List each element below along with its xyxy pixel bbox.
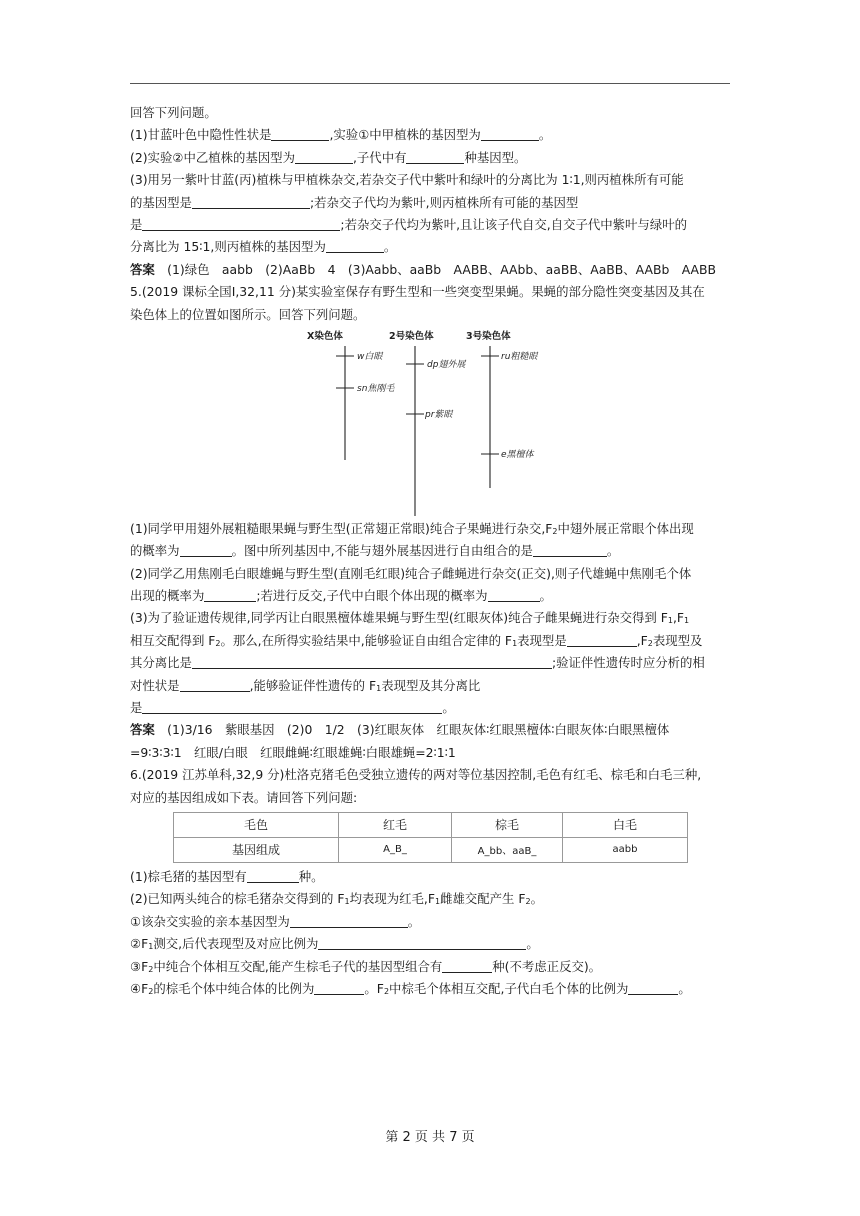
q5-answer-line2: =9∶3∶3∶1 红眼/白眼 红眼雌蝇∶红眼雄蝇∶白眼雄蝇=2∶1∶1: [130, 744, 456, 760]
q4-part3: (3)用另一紫叶甘蓝(丙)植株与甲植株杂交,若杂交子代中紫叶和绿叶的分离比为 1∶1,则丙植株所有可能: [130, 172, 684, 188]
gene-ru-label: ru粗糙眼: [501, 351, 538, 362]
answer-blank[interactable]: [295, 149, 353, 164]
table-cell: A_B_: [339, 837, 452, 862]
q5-part2-line2: 出现的概率为 ;若进行反交,子代中白眼个体出现的概率为 。: [130, 588, 552, 604]
q4-intro: 回答下列问题。: [130, 105, 217, 120]
page-content: [130, 102, 730, 1000]
answer-blank[interactable]: [204, 587, 256, 602]
gene-pr-label: pr紫眼: [425, 409, 453, 420]
q5-answer: 答案 (1)3/16 紫眼基因 (2)0 1/2 (3)红眼灰体 红眼灰体∶红眼黑檀体∶白眼灰体∶白眼黑檀体: [130, 722, 670, 738]
chromosome-diagram: [305, 328, 545, 518]
q5-stem-line2: 染色体上的位置如图所示。回答下列问题。: [130, 306, 366, 322]
answer-blank[interactable]: [142, 216, 340, 231]
answer-blank[interactable]: [142, 699, 442, 714]
table-cell: aabb: [563, 837, 688, 862]
answer-blank[interactable]: [314, 980, 364, 995]
answer-blank[interactable]: [326, 238, 384, 253]
answer-blank[interactable]: [406, 149, 464, 164]
answer-blank[interactable]: [192, 654, 552, 669]
table-header-cell: 红毛: [339, 812, 452, 837]
table-header-cell: 白毛: [563, 812, 688, 837]
q4-part3-line2: 的基因型是 ;若杂交子代均为紫叶,则丙植株所有可能的基因型: [130, 194, 579, 210]
q5-part1: (1)同学甲用翅外展粗糙眼果蝇与野生型(正常翅正常眼)纯合子果蝇进行杂交,F2中翅外展正常眼个体出现: [130, 520, 694, 536]
answer-blank[interactable]: [481, 126, 539, 141]
q5-part3-line4: 对性状是 ,能够验证伴性遗传的 F1表现型及其分离比: [130, 677, 481, 693]
gene-dp-label: dp翅外展: [427, 359, 466, 370]
q6-stem-line2: 对应的基因组成如下表。请回答下列问题:: [130, 789, 358, 805]
chromosome-3-label: 3号染色体: [466, 330, 511, 342]
q5-part3-line5: 是 。: [130, 700, 455, 716]
answer-blank[interactable]: [628, 980, 678, 995]
q4-part3-line3: 是 ;若杂交子代均为紫叶,且让该子代自交,自交子代中紫叶与绿叶的: [130, 216, 687, 232]
table-header-cell: 棕毛: [452, 812, 563, 837]
answer-blank[interactable]: [488, 587, 540, 602]
q6-part2-1: ①该杂交实验的亲本基因型为 。: [130, 913, 421, 929]
answer-blank[interactable]: [290, 913, 408, 928]
table-cell: 基因组成: [174, 837, 339, 862]
answer-blank[interactable]: [567, 632, 637, 647]
coat-color-table: [173, 812, 688, 863]
q4-part2: (2)实验②中乙植株的基因型为 ,子代中有 种基因型。: [130, 149, 527, 165]
q4-part1: (1)甘蓝叶色中隐性性状是 ,实验①中甲植株的基因型为 。: [130, 127, 552, 143]
answer-blank[interactable]: [180, 542, 232, 557]
q6-stem: 6.(2019 江苏单科,32,9 分)杜洛克猪毛色受独立遗传的两对等位基因控制,毛色有红毛、棕毛和白毛三种,: [130, 767, 702, 783]
table-cell: A_bb、aaB_: [452, 837, 563, 862]
chromosome-figure: [130, 326, 730, 518]
chromosome-2-label: 2号染色体: [389, 330, 434, 342]
answer-blank[interactable]: [533, 542, 607, 557]
answer-blank[interactable]: [271, 126, 329, 141]
q4-part3-line4: 分离比为 15∶1,则丙植株的基因型为 。: [130, 239, 397, 255]
q5-part3-line3: 其分离比是 ;验证伴性遗传时应分析的相: [130, 655, 705, 671]
page-number: 第 2 页 共 7 页: [385, 1130, 475, 1145]
gene-e-label: e黑檀体: [501, 449, 534, 460]
table-header-cell: 毛色: [174, 812, 339, 837]
answer-blank[interactable]: [192, 194, 310, 209]
q5-part3: (3)为了验证遗传规律,同学丙让白眼黑檀体雄果蝇与野生型(红眼灰体)纯合子雌果蝇进行杂交得到 F1,F1: [130, 610, 690, 626]
answer-blank[interactable]: [442, 958, 492, 973]
gene-sn-label: sn焦刚毛: [357, 383, 395, 394]
q4-answer: 答案 (1)绿色 aabb (2)AaBb 4 (3)Aabb、aaBb AABB、AAbb、aaBB、AaBB、AABb AABB: [130, 261, 717, 277]
x-chromosome-label: X染色体: [307, 330, 343, 342]
answer-blank[interactable]: [180, 677, 250, 692]
q6-part2-4: ④F2的棕毛个体中纯合体的比例为 。F2中棕毛个体相互交配,子代白毛个体的比例为 。: [130, 980, 691, 996]
table-row: [174, 812, 688, 837]
answer-blank[interactable]: [318, 935, 526, 950]
q6-part2-2: ②F1测交,后代表现型及对应比例为 。: [130, 936, 539, 952]
table-row: [174, 837, 688, 862]
q5-stem: 5.(2019 课标全国Ⅰ,32,11 分)某实验室保存有野生型和一些突变型果蝇。果蝇的部分隐性突变基因及其在: [130, 284, 705, 300]
q6-part2-3: ③F2中纯合个体相互交配,能产生棕毛子代的基因型组合有 种(不考虑正反交)。: [130, 958, 602, 974]
gene-w-label: w白眼: [357, 351, 383, 362]
header-rule: [130, 83, 730, 84]
q5-part2: (2)同学乙用焦刚毛白眼雄蝇与野生型(直刚毛红眼)纯合子雌蝇进行杂交(正交),则子代雄蝇中焦刚毛个体: [130, 565, 692, 581]
q5-part3-line2: 相互交配得到 F2。那么,在所得实验结果中,能够验证自由组合定律的 F1表现型是 ,F2表现型及: [130, 632, 703, 648]
q6-part1: (1)棕毛猪的基因型有 种。: [130, 868, 324, 884]
q6-part2: (2)已知两头纯合的棕毛猪杂交得到的 F1均表现为红毛,F1雌雄交配产生 F2。: [130, 891, 543, 907]
answer-blank[interactable]: [247, 868, 299, 883]
q5-part1-line2: 的概率为 。图中所列基因中,不能与翅外展基因进行自由组合的是 。: [130, 543, 620, 559]
